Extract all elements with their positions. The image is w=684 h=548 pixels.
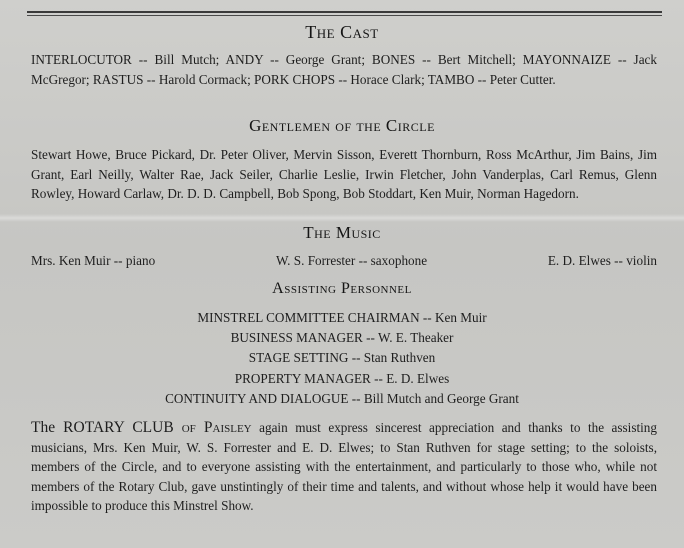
assisting-heading: Assisting Personnel: [272, 280, 412, 297]
closing-lead: [31, 419, 252, 436]
music-player-saxophone: W. S. Forrester -- saxophone: [275, 253, 428, 268]
personnel-line: CONTINUITY AND DIALOGUE -- Bill Mutch and George Grant: [165, 390, 519, 406]
gentlemen-list: Stewart Howe, Bruce Pickard, Dr. Peter Oliver, Mervin Sisson, Everett Thornburn, Ross McArthur, Jim Bains, Jim Grant, Earl Neilly, Walter Rae, Jack Seiler, Charlie Leslie, Irwin Fletcher, John Vanderplas, Carl Remus, Glenn Rowley, Howard Carlaw, Dr. D. D. Campbell, Bob Spong, Bob Stoddart, Ken Muir, Norman Hagedorn.: [31, 147, 657, 201]
music-player-piano: Mrs. Ken Muir -- piano: [31, 253, 156, 268]
closing-text: again must express sincerest appreciation and thanks to the assisting musicians, Mrs. Ken Muir, W. S. Forrester and E. D. Elwes; to Stan Ruthven for stage setting; to the soloists, members of the Circle, and to everyone assisting with the entertainment, and particularly to those who, while not members of the Rotary Club, gave unstintingly of their time and talents, and without whose help it would have been impossible to produce this Minstrel Show.: [31, 420, 657, 513]
personnel-line: MINSTREL COMMITTEE CHAIRMAN -- Ken Muir: [197, 310, 487, 325]
personnel-line: PROPERTY MANAGER -- E. D. Elwes: [234, 370, 450, 386]
cast-list: INTERLOCUTOR -- Bill Mutch; ANDY -- George Grant; BONES -- Bert Mitchell; MAYONNAIZE -- Jack McGregor; RASTUS -- Harold Cormack; PORK CHOPS -- Horace Clark; TAMBO -- Peter Cutter.: [31, 52, 657, 87]
paper-fold-crease: [0, 214, 684, 222]
closing-town: Paisley: [203, 419, 252, 436]
music-heading: The Music: [303, 223, 381, 242]
top-double-rule: [27, 11, 662, 13]
assisting-personnel-list: [0, 308, 684, 409]
closing-of: of: [173, 419, 204, 436]
closing-appreciation: [31, 418, 657, 516]
cast-heading: The Cast: [305, 22, 379, 42]
gentlemen-heading: Gentlemen of the Circle: [249, 116, 435, 135]
personnel-line: STAGE SETTING -- Stan Ruthven: [248, 350, 436, 366]
top-double-rule-inner: [27, 15, 662, 16]
music-players: [31, 253, 657, 269]
personnel-line: BUSINESS MANAGER -- W. E. Theaker: [230, 330, 454, 346]
closing-club-name: The ROTARY CLUB: [31, 419, 174, 436]
music-player-violin: E. D. Elwes -- violin: [547, 253, 657, 268]
